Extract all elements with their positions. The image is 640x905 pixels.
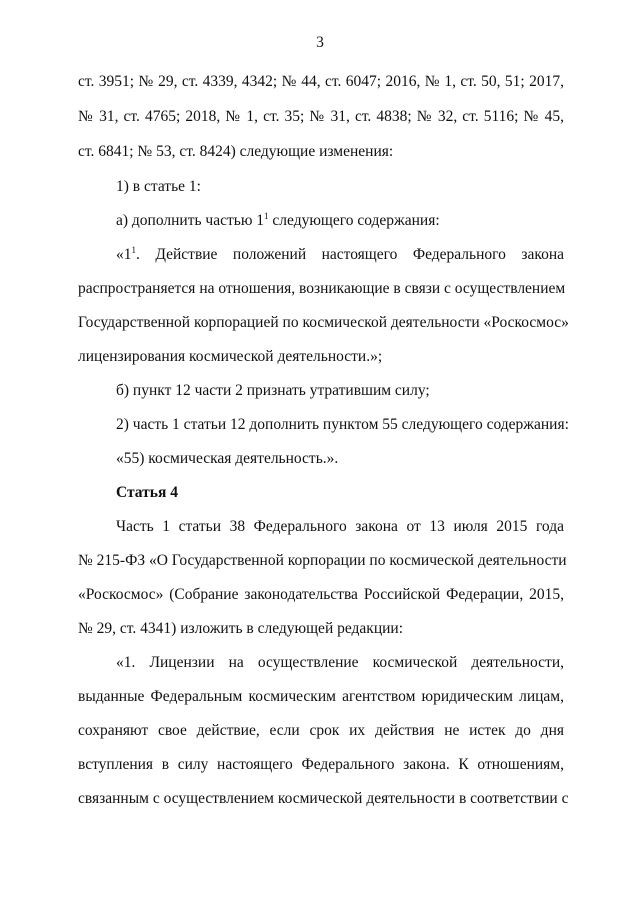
text-line: сохраняют свое действие, если срок их действия не истек до дня: [78, 722, 564, 739]
article-heading: Статья 4: [116, 484, 178, 501]
text-line: [116, 246, 564, 264]
text-line: 2) часть 1 статьи 12 дополнить пунктом 55 следующего содержания:: [116, 416, 569, 433]
text-fragment: следующего содержания:: [272, 212, 440, 229]
text-fragment: а) дополнить частью 1: [116, 212, 265, 229]
text-line: Часть 1 статьи 38 Федерального закона от 13 июля 2015 года: [116, 518, 564, 535]
text-line: ст. 3951; № 29, ст. 4339, 4342; № 44, ст. 6047; 2016, № 1, ст. 50, 51; 2017,: [78, 73, 564, 90]
superscript: 1: [264, 211, 269, 221]
text-line: распространяется на отношения, возникающие в связи с осуществлением: [78, 280, 566, 297]
text-line: «Роскосмос» (Собрание законодательства Российской Федерации, 2015,: [78, 586, 564, 603]
text-line: № 31, ст. 4765; 2018, № 1, ст. 35; № 31, ст. 4838; № 32, ст. 5116; № 45,: [78, 108, 564, 125]
superscript: 1: [131, 245, 136, 255]
text-line: № 29, ст. 4341) изложить в следующей редакции:: [78, 620, 404, 637]
text-fragment: «1: [116, 246, 132, 263]
text-line: вступления в силу настоящего Федерального закона. К отношениям,: [78, 756, 564, 773]
text-line: связанным с осуществлением космической деятельности в соответствии с: [78, 790, 569, 807]
text-line: Государственной корпорацией по космической деятельности «Роскосмос»: [78, 314, 569, 331]
text-fragment: . Действие положений настоящего Федерального закона: [136, 246, 564, 263]
text-line: [116, 212, 564, 230]
text-line: ст. 6841; № 53, ст. 8424) следующие изменения:: [78, 143, 394, 160]
text-line: лицензирования космической деятельности.»;: [78, 348, 383, 365]
text-line: «55) космическая деятельность.».: [116, 450, 339, 467]
text-line: № 215-ФЗ «О Государственной корпорации по космической деятельности: [78, 552, 567, 569]
text-line: выданные Федеральным космическим агентством юридическим лицам,: [78, 688, 564, 705]
text-line: 1) в статье 1:: [116, 178, 201, 195]
text-fragment: [116, 246, 136, 264]
text-line: б) пункт 12 части 2 признать утратившим силу;: [116, 382, 430, 399]
page-number: 3: [316, 34, 324, 51]
text-line: «1. Лицензии на осуществление космической деятельности,: [116, 654, 564, 671]
